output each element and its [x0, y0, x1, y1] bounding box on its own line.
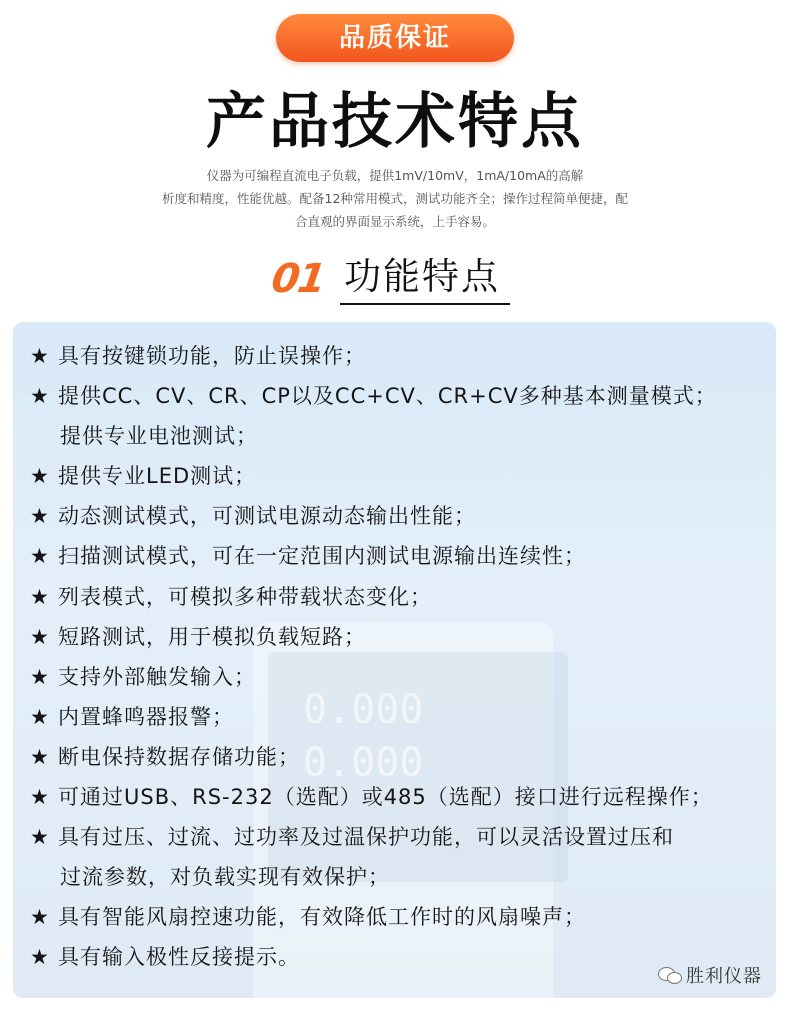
watermark-text: 胜利仪器 [686, 966, 762, 987]
feature-item: ★ 具有过压、过流、过功率及过温保护功能，可以灵活设置过压和 [30, 817, 770, 857]
star-icon: ★ [30, 384, 50, 409]
star-icon: ★ [30, 744, 50, 769]
feature-item: ★ 可通过USB、RS-232（选配）或485（选配）接口进行远程操作； [30, 777, 770, 817]
feature-item: ★ 动态测试模式，可测试电源动态输出性能； [30, 496, 770, 536]
section-title: 功能特点 [344, 255, 500, 298]
feature-item: ★ 短路测试，用于模拟负载短路； [30, 617, 770, 657]
description [100, 164, 690, 233]
star-icon: ★ [30, 584, 50, 609]
feature-item: ★ 列表模式，可模拟多种带载状态变化； [30, 577, 770, 617]
quality-badge: 品质保证 [276, 14, 514, 62]
feature-item: ★ 扫描测试模式，可在一定范围内测试电源输出连续性； [30, 536, 770, 576]
feature-list [30, 336, 770, 978]
feature-item-continued: 过流参数，对负载实现有效保护； [60, 865, 390, 890]
feature-item-continued: 提供专业电池测试； [60, 424, 258, 449]
star-icon: ★ [30, 945, 50, 970]
feature-item: ★ 提供CC、CV、CR、CP以及CC+CV、CR+CV多种基本测量模式； [30, 376, 770, 416]
section-underline [340, 303, 510, 305]
star-icon: ★ [30, 344, 50, 368]
feature-item: ★ 断电保持数据存储功能； [30, 737, 770, 777]
star-icon: ★ [30, 704, 50, 729]
bg-readout: 0.000 [303, 687, 424, 733]
feature-item: ★ 具有输入极性反接提示。 [30, 937, 770, 977]
description-line: 析度和精度，性能优越。配备12种常用模式，测试功能齐全；操作过程简单便捷，配 [162, 191, 628, 206]
feature-item: ★ 具有智能风扇控速功能，有效降低工作时的风扇噪声； [30, 897, 770, 937]
star-icon: ★ [30, 905, 50, 930]
star-icon: ★ [30, 544, 50, 569]
star-icon: ★ [30, 624, 50, 649]
page-title: 产品技术特点 [206, 87, 584, 157]
star-icon: ★ [30, 825, 50, 850]
description-line: 合直观的界面显示系统，上手容易。 [294, 214, 495, 229]
feature-item: ★ 提供专业LED测试； [30, 456, 770, 496]
watermark [658, 962, 762, 988]
star-icon: ★ [30, 504, 50, 529]
feature-item: ★ 具有按键锁功能，防止误操作； [30, 336, 770, 376]
star-icon: ★ [30, 664, 50, 689]
star-icon: ★ [30, 464, 50, 489]
bg-readout: 0.000 [303, 740, 424, 786]
feature-item: ★ 支持外部触发输入； [30, 657, 770, 697]
wechat-icon [658, 965, 682, 985]
feature-item: ★ 内置蜂鸣器报警； [30, 697, 770, 737]
description-line: 仪器为可编程直流电子负载，提供1mV/10mV，1mA/10mA的高解 [206, 168, 584, 183]
star-icon: ★ [30, 785, 50, 810]
section-number: 01 [268, 256, 327, 302]
